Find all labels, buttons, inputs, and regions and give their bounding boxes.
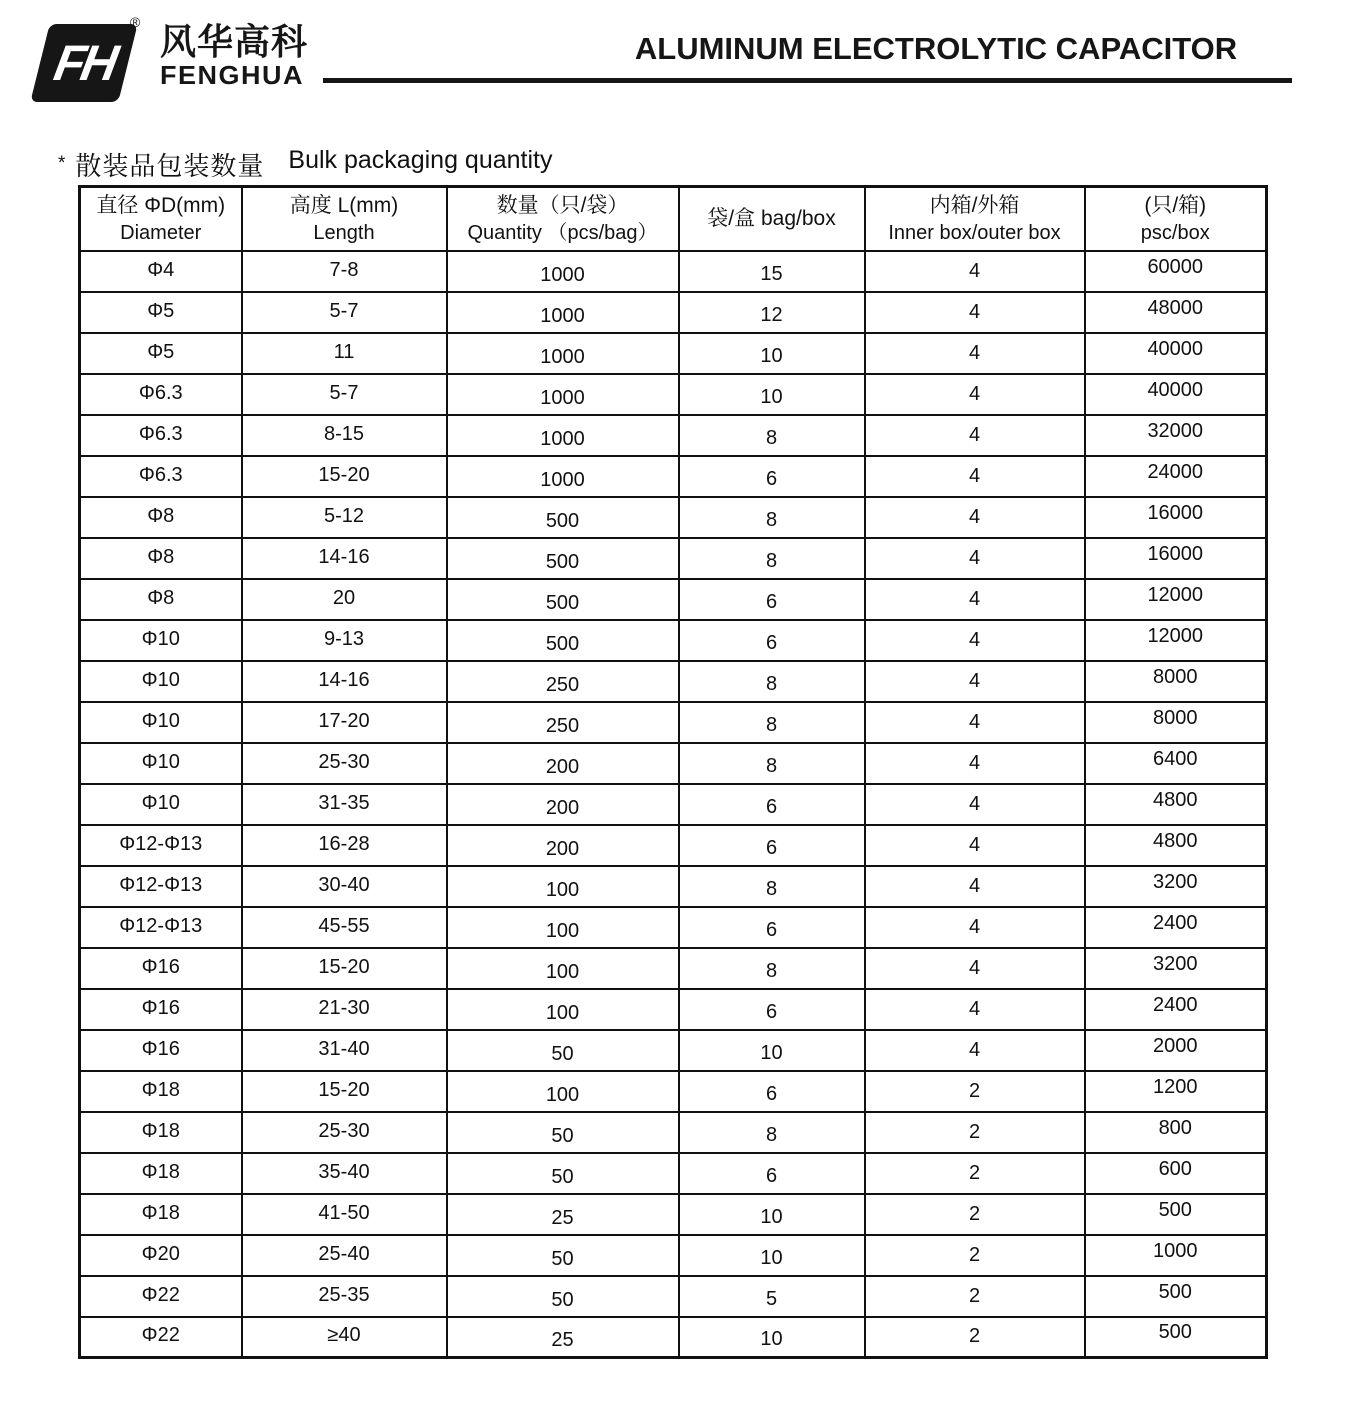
cell-length: 31-40 xyxy=(242,1030,447,1071)
cell-diameter: Φ10 xyxy=(80,784,242,825)
cell-qty-per-bag: 500 xyxy=(447,538,679,579)
table-row xyxy=(80,1194,1267,1235)
cell-bag-per-box: 10 xyxy=(679,374,865,415)
cell-qty-per-bag: 100 xyxy=(447,907,679,948)
cell-length: 25-30 xyxy=(242,743,447,784)
cell-length: 25-40 xyxy=(242,1235,447,1276)
cell-pcs-per-box: 48000 xyxy=(1085,292,1267,333)
cell-qty-per-bag: 100 xyxy=(447,1071,679,1112)
cell-pcs-per-box: 600 xyxy=(1085,1153,1267,1194)
table-row xyxy=(80,907,1267,948)
cell-pcs-per-box: 12000 xyxy=(1085,620,1267,661)
cell-bag-per-box: 8 xyxy=(679,702,865,743)
cell-length: 25-30 xyxy=(242,1112,447,1153)
cell-diameter: Φ10 xyxy=(80,743,242,784)
cell-bag-per-box: 6 xyxy=(679,456,865,497)
cell-qty-per-bag: 25 xyxy=(447,1317,679,1358)
table-row xyxy=(80,1071,1267,1112)
cell-length: 21-30 xyxy=(242,989,447,1030)
cell-diameter: Φ16 xyxy=(80,1030,242,1071)
cell-qty-per-bag: 100 xyxy=(447,866,679,907)
cell-diameter: Φ6.3 xyxy=(80,456,242,497)
cell-qty-per-bag: 100 xyxy=(447,989,679,1030)
cell-inner-outer-box: 4 xyxy=(865,784,1085,825)
cell-inner-outer-box: 4 xyxy=(865,1030,1085,1071)
cell-diameter: Φ20 xyxy=(80,1235,242,1276)
registered-trademark-symbol: ® xyxy=(130,14,141,30)
cell-qty-per-bag: 200 xyxy=(447,743,679,784)
cell-bag-per-box: 10 xyxy=(679,333,865,374)
cell-inner-outer-box: 2 xyxy=(865,1317,1085,1358)
cell-inner-outer-box: 4 xyxy=(865,374,1085,415)
cell-pcs-per-box: 16000 xyxy=(1085,538,1267,579)
table-row xyxy=(80,333,1267,374)
table-row xyxy=(80,661,1267,702)
cell-length: 8-15 xyxy=(242,415,447,456)
cell-diameter: Φ5 xyxy=(80,333,242,374)
brand-name-english: FENGHUA xyxy=(160,61,304,90)
cell-qty-per-bag: 50 xyxy=(447,1112,679,1153)
table-row xyxy=(80,784,1267,825)
cell-pcs-per-box: 500 xyxy=(1085,1194,1267,1235)
table-row xyxy=(80,1235,1267,1276)
cell-bag-per-box: 8 xyxy=(679,866,865,907)
cell-pcs-per-box: 500 xyxy=(1085,1276,1267,1317)
cell-inner-outer-box: 2 xyxy=(865,1071,1085,1112)
cell-diameter: Φ16 xyxy=(80,989,242,1030)
cell-bag-per-box: 6 xyxy=(679,620,865,661)
cell-diameter: Φ6.3 xyxy=(80,374,242,415)
cell-pcs-per-box: 12000 xyxy=(1085,579,1267,620)
cell-inner-outer-box: 4 xyxy=(865,292,1085,333)
cell-length: 15-20 xyxy=(242,456,447,497)
cell-diameter: Φ6.3 xyxy=(80,415,242,456)
cell-inner-outer-box: 4 xyxy=(865,415,1085,456)
cell-pcs-per-box: 4800 xyxy=(1085,825,1267,866)
cell-diameter: Φ18 xyxy=(80,1153,242,1194)
cell-length: 17-20 xyxy=(242,702,447,743)
table-row xyxy=(80,374,1267,415)
section-heading xyxy=(58,146,552,183)
table-row xyxy=(80,1030,1267,1071)
cell-diameter: Φ4 xyxy=(80,251,242,292)
cell-diameter: Φ18 xyxy=(80,1194,242,1235)
cell-length: 45-55 xyxy=(242,907,447,948)
cell-pcs-per-box: 6400 xyxy=(1085,743,1267,784)
cell-bag-per-box: 5 xyxy=(679,1276,865,1317)
cell-pcs-per-box: 1000 xyxy=(1085,1235,1267,1276)
table-header-row xyxy=(80,187,1267,251)
cell-bag-per-box: 12 xyxy=(679,292,865,333)
table-row xyxy=(80,538,1267,579)
cell-diameter: Φ8 xyxy=(80,538,242,579)
cell-diameter: Φ12-Φ13 xyxy=(80,825,242,866)
cell-inner-outer-box: 4 xyxy=(865,825,1085,866)
brand-block xyxy=(160,21,309,90)
cell-bag-per-box: 10 xyxy=(679,1194,865,1235)
cell-length: 16-28 xyxy=(242,825,447,866)
cell-pcs-per-box: 4800 xyxy=(1085,784,1267,825)
cell-pcs-per-box: 8000 xyxy=(1085,661,1267,702)
section-heading-english: Bulk packaging quantity xyxy=(288,146,553,174)
cell-inner-outer-box: 2 xyxy=(865,1153,1085,1194)
cell-diameter: Φ22 xyxy=(80,1276,242,1317)
cell-inner-outer-box: 4 xyxy=(865,743,1085,784)
cell-length: 30-40 xyxy=(242,866,447,907)
section-heading-chinese: 散装品包装数量 xyxy=(75,151,265,181)
cell-inner-outer-box: 4 xyxy=(865,989,1085,1030)
cell-bag-per-box: 6 xyxy=(679,825,865,866)
cell-diameter: Φ10 xyxy=(80,702,242,743)
cell-bag-per-box: 6 xyxy=(679,1153,865,1194)
section-bullet: * xyxy=(58,153,66,174)
cell-bag-per-box: 8 xyxy=(679,1112,865,1153)
table-row xyxy=(80,1317,1267,1358)
column-header-inner-outer-box: 内箱/外箱 Inner box/outer box xyxy=(865,187,1085,251)
cell-pcs-per-box: 3200 xyxy=(1085,866,1267,907)
cell-diameter: Φ12-Φ13 xyxy=(80,866,242,907)
cell-bag-per-box: 6 xyxy=(679,989,865,1030)
cell-qty-per-bag: 50 xyxy=(447,1276,679,1317)
column-header-diameter: 直径 ΦD(mm) Diameter xyxy=(80,187,242,251)
table-row xyxy=(80,743,1267,784)
table-row xyxy=(80,456,1267,497)
cell-length: 20 xyxy=(242,579,447,620)
cell-length: 25-35 xyxy=(242,1276,447,1317)
cell-pcs-per-box: 40000 xyxy=(1085,333,1267,374)
table-row xyxy=(80,1276,1267,1317)
cell-pcs-per-box: 60000 xyxy=(1085,251,1267,292)
cell-length: 15-20 xyxy=(242,948,447,989)
cell-pcs-per-box: 8000 xyxy=(1085,702,1267,743)
cell-length: 5-7 xyxy=(242,374,447,415)
cell-bag-per-box: 6 xyxy=(679,579,865,620)
table-row xyxy=(80,989,1267,1030)
cell-length: 5-7 xyxy=(242,292,447,333)
cell-qty-per-bag: 50 xyxy=(447,1030,679,1071)
cell-inner-outer-box: 4 xyxy=(865,456,1085,497)
cell-pcs-per-box: 500 xyxy=(1085,1317,1267,1358)
cell-qty-per-bag: 100 xyxy=(447,948,679,989)
cell-inner-outer-box: 4 xyxy=(865,333,1085,374)
cell-inner-outer-box: 4 xyxy=(865,538,1085,579)
cell-diameter: Φ12-Φ13 xyxy=(80,907,242,948)
page-title: ALUMINUM ELECTROLYTIC CAPACITOR xyxy=(634,31,1238,66)
cell-inner-outer-box: 4 xyxy=(865,251,1085,292)
cell-inner-outer-box: 4 xyxy=(865,661,1085,702)
brand-name-chinese: 风华高科 xyxy=(160,21,309,62)
cell-qty-per-bag: 50 xyxy=(447,1153,679,1194)
cell-diameter: Φ18 xyxy=(80,1071,242,1112)
cell-qty-per-bag: 25 xyxy=(447,1194,679,1235)
table-row xyxy=(80,1153,1267,1194)
cell-diameter: Φ5 xyxy=(80,292,242,333)
table-row xyxy=(80,579,1267,620)
cell-inner-outer-box: 4 xyxy=(865,497,1085,538)
cell-length: ≥40 xyxy=(242,1317,447,1358)
cell-pcs-per-box: 2400 xyxy=(1085,989,1267,1030)
cell-diameter: Φ22 xyxy=(80,1317,242,1358)
cell-qty-per-bag: 250 xyxy=(447,661,679,702)
cell-qty-per-bag: 1000 xyxy=(447,456,679,497)
cell-qty-per-bag: 50 xyxy=(447,1235,679,1276)
cell-diameter: Φ8 xyxy=(80,579,242,620)
cell-bag-per-box: 10 xyxy=(679,1235,865,1276)
cell-length: 5-12 xyxy=(242,497,447,538)
cell-qty-per-bag: 1000 xyxy=(447,251,679,292)
cell-qty-per-bag: 1000 xyxy=(447,415,679,456)
cell-inner-outer-box: 4 xyxy=(865,866,1085,907)
table-row xyxy=(80,825,1267,866)
cell-inner-outer-box: 4 xyxy=(865,579,1085,620)
cell-bag-per-box: 6 xyxy=(679,1071,865,1112)
cell-bag-per-box: 10 xyxy=(679,1317,865,1358)
table-row xyxy=(80,1112,1267,1153)
cell-length: 31-35 xyxy=(242,784,447,825)
cell-length: 15-20 xyxy=(242,1071,447,1112)
cell-length: 7-8 xyxy=(242,251,447,292)
table-row xyxy=(80,251,1267,292)
bulk-packaging-table xyxy=(78,185,1268,1359)
cell-bag-per-box: 8 xyxy=(679,415,865,456)
table-row xyxy=(80,866,1267,907)
cell-pcs-per-box: 2000 xyxy=(1085,1030,1267,1071)
cell-length: 11 xyxy=(242,333,447,374)
cell-qty-per-bag: 1000 xyxy=(447,292,679,333)
cell-pcs-per-box: 40000 xyxy=(1085,374,1267,415)
cell-inner-outer-box: 2 xyxy=(865,1112,1085,1153)
cell-qty-per-bag: 1000 xyxy=(447,374,679,415)
cell-diameter: Φ10 xyxy=(80,661,242,702)
cell-bag-per-box: 8 xyxy=(679,948,865,989)
cell-pcs-per-box: 800 xyxy=(1085,1112,1267,1153)
table-row xyxy=(80,292,1267,333)
cell-diameter: Φ18 xyxy=(80,1112,242,1153)
cell-bag-per-box: 6 xyxy=(679,907,865,948)
cell-bag-per-box: 8 xyxy=(679,743,865,784)
cell-pcs-per-box: 16000 xyxy=(1085,497,1267,538)
column-header-bag-per-box: 袋/盒 bag/box xyxy=(679,187,865,251)
cell-qty-per-bag: 1000 xyxy=(447,333,679,374)
cell-inner-outer-box: 4 xyxy=(865,702,1085,743)
title-underline-rule xyxy=(323,78,1292,83)
table-row xyxy=(80,948,1267,989)
cell-bag-per-box: 8 xyxy=(679,661,865,702)
cell-length: 41-50 xyxy=(242,1194,447,1235)
cell-bag-per-box: 10 xyxy=(679,1030,865,1071)
cell-inner-outer-box: 2 xyxy=(865,1276,1085,1317)
cell-pcs-per-box: 24000 xyxy=(1085,456,1267,497)
cell-qty-per-bag: 200 xyxy=(447,825,679,866)
table-row xyxy=(80,415,1267,456)
cell-length: 9-13 xyxy=(242,620,447,661)
column-header-qty-per-bag: 数量（只/袋） Quantity （pcs/bag） xyxy=(447,187,679,251)
cell-qty-per-bag: 250 xyxy=(447,702,679,743)
cell-inner-outer-box: 4 xyxy=(865,907,1085,948)
cell-inner-outer-box: 4 xyxy=(865,620,1085,661)
column-header-length: 高度 L(mm) Length xyxy=(242,187,447,251)
cell-inner-outer-box: 2 xyxy=(865,1235,1085,1276)
cell-pcs-per-box: 32000 xyxy=(1085,415,1267,456)
cell-qty-per-bag: 500 xyxy=(447,497,679,538)
table-row xyxy=(80,497,1267,538)
cell-pcs-per-box: 2400 xyxy=(1085,907,1267,948)
cell-length: 14-16 xyxy=(242,538,447,579)
cell-diameter: Φ8 xyxy=(80,497,242,538)
table-row xyxy=(80,620,1267,661)
fenghua-logo-mark xyxy=(30,24,137,102)
cell-bag-per-box: 15 xyxy=(679,251,865,292)
bulk-packaging-table-wrap xyxy=(78,185,1268,1359)
cell-pcs-per-box: 1200 xyxy=(1085,1071,1267,1112)
cell-diameter: Φ16 xyxy=(80,948,242,989)
cell-qty-per-bag: 500 xyxy=(447,620,679,661)
column-header-pcs-per-box: (只/箱) psc/box xyxy=(1085,187,1267,251)
cell-pcs-per-box: 3200 xyxy=(1085,948,1267,989)
table-row xyxy=(80,702,1267,743)
cell-qty-per-bag: 200 xyxy=(447,784,679,825)
cell-diameter: Φ10 xyxy=(80,620,242,661)
cell-bag-per-box: 8 xyxy=(679,497,865,538)
cell-length: 14-16 xyxy=(242,661,447,702)
cell-bag-per-box: 8 xyxy=(679,538,865,579)
cell-inner-outer-box: 4 xyxy=(865,948,1085,989)
cell-bag-per-box: 6 xyxy=(679,784,865,825)
cell-inner-outer-box: 2 xyxy=(865,1194,1085,1235)
cell-length: 35-40 xyxy=(242,1153,447,1194)
cell-qty-per-bag: 500 xyxy=(447,579,679,620)
fenghua-monogram-icon: FH xyxy=(49,35,119,91)
